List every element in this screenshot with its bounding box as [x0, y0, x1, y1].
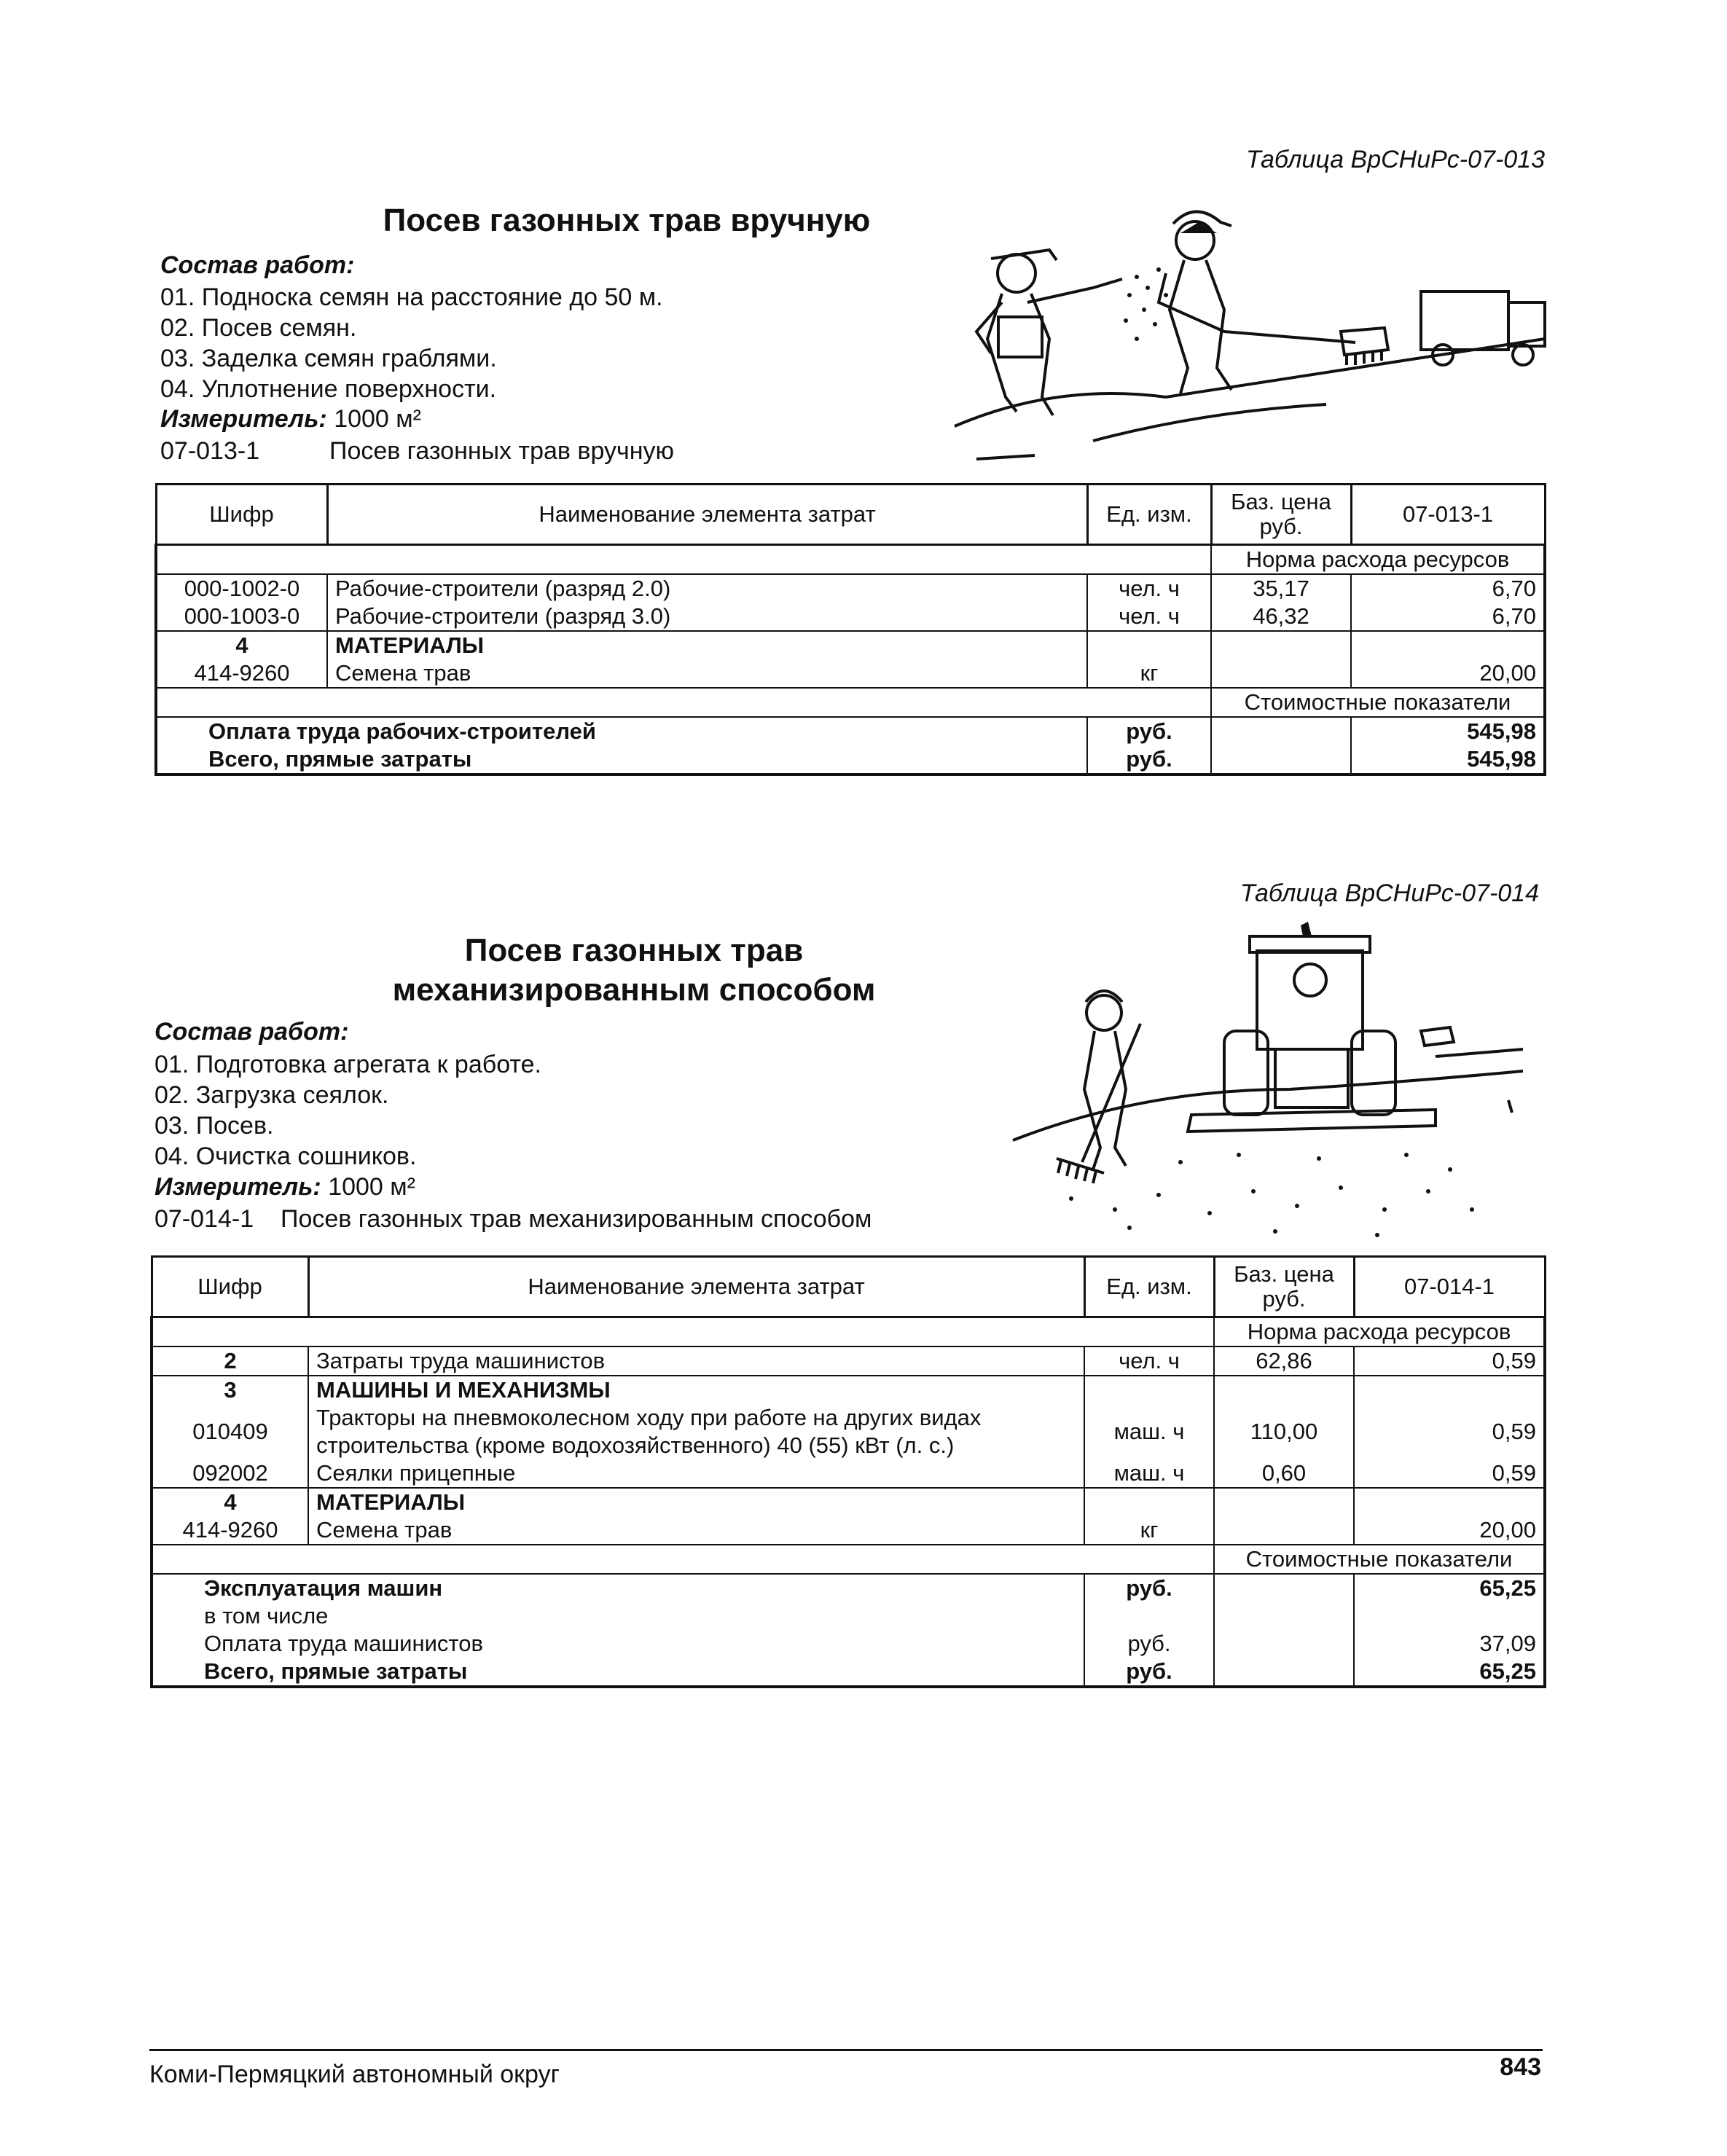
row-code: 010409 — [152, 1404, 308, 1459]
cost-label-row — [156, 688, 1545, 717]
composition-item: 04. Уплотнение поверхности. — [160, 375, 497, 403]
row-unit: чел. ч — [1084, 1346, 1214, 1376]
cost-unit: руб. — [1087, 745, 1211, 775]
table-row — [152, 1376, 1545, 1404]
code-line-text: Посев газонных трав механизированным способом — [281, 1205, 872, 1233]
row-code: 4 — [156, 631, 327, 659]
composition-item: 03. Заделка семян граблями. — [160, 345, 497, 372]
cost-name: Всего, прямые затраты — [156, 745, 1087, 775]
col-header-code: Шифр — [156, 485, 327, 545]
cost-value: 37,09 — [1354, 1630, 1545, 1658]
measure-line — [154, 1173, 415, 1202]
row-value: 0,59 — [1354, 1346, 1545, 1376]
col-header-price: Баз. цена руб. — [1211, 485, 1351, 545]
table-row — [156, 659, 1545, 688]
row-code: 000-1003-0 — [156, 603, 327, 631]
cost-row — [152, 1658, 1545, 1687]
composition-list — [160, 282, 663, 404]
composition-heading: Состав работ: — [160, 251, 355, 279]
row-code: 4 — [152, 1488, 308, 1516]
composition-item: 02. Посев семян. — [160, 314, 357, 342]
norm-label-row — [152, 1317, 1545, 1347]
cost-name: Эксплуатация машин — [152, 1574, 1084, 1602]
cost-name: Оплата труда рабочих-строителей — [156, 717, 1087, 745]
row-unit: кг — [1087, 659, 1211, 688]
norm-label: Норма расхода ресурсов — [1214, 1317, 1545, 1347]
row-code: 3 — [152, 1376, 308, 1404]
cost-row — [152, 1602, 1545, 1630]
composition-item: 01. Подготовка агрегата к работе. — [154, 1051, 541, 1078]
cost-table-07-013 — [154, 483, 1546, 776]
cost-value: 65,25 — [1354, 1574, 1545, 1602]
row-price: 46,32 — [1211, 603, 1351, 631]
row-value: 6,70 — [1351, 603, 1545, 631]
cost-value: 545,98 — [1351, 717, 1545, 745]
measure-value: 1000 м² — [334, 405, 421, 433]
col-header-code: Шифр — [152, 1257, 308, 1317]
table-row — [152, 1488, 1545, 1516]
norm-label-row — [156, 545, 1545, 575]
section-title-manual: Посев газонных трав вручную — [383, 203, 871, 238]
cost-unit: руб. — [1084, 1658, 1214, 1687]
row-name: Сеялки прицепные — [308, 1459, 1084, 1488]
table-label-07-014: Таблица ВрСНиРс-07-014 — [1240, 879, 1539, 907]
table-row — [156, 603, 1545, 631]
row-name: МАТЕРИАЛЫ — [308, 1488, 1084, 1516]
cost-value: 545,98 — [1351, 745, 1545, 775]
row-value: 0,59 — [1354, 1404, 1545, 1459]
footer-divider — [149, 2049, 1543, 2051]
cost-label: Стоимостные показатели — [1214, 1545, 1545, 1574]
table-row — [152, 1459, 1545, 1488]
composition-item: 01. Подноска семян на расстояние до 50 м. — [160, 283, 663, 311]
col-header-name: Наименование элемента затрат — [308, 1257, 1084, 1317]
row-name: МАШИНЫ И МЕХАНИЗМЫ — [308, 1376, 1084, 1404]
row-unit: чел. ч — [1087, 574, 1211, 603]
measure-line — [160, 405, 421, 434]
row-code: 2 — [152, 1346, 308, 1376]
cost-name: Всего, прямые затраты — [152, 1658, 1084, 1687]
code-line-code: 07-014-1 — [154, 1205, 254, 1233]
table-row — [152, 1404, 1545, 1459]
composition-heading: Состав работ: — [154, 1018, 349, 1046]
composition-item: 04. Очистка сошников. — [154, 1142, 417, 1170]
row-name: Семена трав — [327, 659, 1087, 688]
measure-label: Измеритель: — [160, 405, 327, 433]
row-value: 20,00 — [1354, 1516, 1545, 1545]
col-header-unit: Ед. изм. — [1084, 1257, 1214, 1317]
row-name: Затраты труда машинистов — [308, 1346, 1084, 1376]
row-price — [1211, 631, 1351, 659]
table-label-07-013: Таблица ВрСНиРс-07-013 — [1245, 146, 1545, 173]
cost-row — [152, 1630, 1545, 1658]
row-price: 110,00 — [1214, 1404, 1354, 1459]
page-number: 843 — [1500, 2053, 1541, 2081]
row-code: 414-9260 — [156, 659, 327, 688]
cost-label: Стоимостные показатели — [1211, 688, 1545, 717]
row-name: Рабочие-строители (разряд 3.0) — [327, 603, 1087, 631]
cost-row — [156, 745, 1545, 775]
row-name: МАТЕРИАЛЫ — [327, 631, 1087, 659]
cost-value — [1354, 1602, 1545, 1630]
cost-label-row — [152, 1545, 1545, 1574]
section-title-mechanized-line2: механизированным способом — [392, 972, 876, 1008]
row-price — [1211, 659, 1351, 688]
col-header-norm-code: 07-014-1 — [1354, 1257, 1545, 1317]
row-price — [1214, 1376, 1354, 1404]
row-value: 6,70 — [1351, 574, 1545, 603]
table-row — [152, 1516, 1545, 1545]
row-code: 414-9260 — [152, 1516, 308, 1545]
row-code: 000-1002-0 — [156, 574, 327, 603]
cost-unit: руб. — [1084, 1630, 1214, 1658]
col-header-price: Баз. цена руб. — [1214, 1257, 1354, 1317]
row-price — [1214, 1516, 1354, 1545]
row-price — [1214, 1488, 1354, 1516]
illustration-manual-sowing — [947, 193, 1559, 470]
composition-item: 03. Посев. — [154, 1112, 274, 1140]
row-unit: кг — [1084, 1516, 1214, 1545]
row-price: 62,86 — [1214, 1346, 1354, 1376]
footer-region: Коми-Пермяцкий автономный округ — [149, 2061, 560, 2088]
table-row — [156, 574, 1545, 603]
row-unit — [1087, 631, 1211, 659]
cost-table-07-014 — [150, 1255, 1546, 1688]
row-unit: маш. ч — [1084, 1404, 1214, 1459]
table-header-row — [156, 485, 1545, 545]
row-value — [1354, 1376, 1545, 1404]
cost-name: Оплата труда машинистов — [152, 1630, 1084, 1658]
table-header-row — [152, 1257, 1545, 1317]
row-code: 092002 — [152, 1459, 308, 1488]
composition-item: 02. Загрузка сеялок. — [154, 1081, 389, 1109]
cost-row — [156, 717, 1545, 745]
row-value: 0,59 — [1354, 1459, 1545, 1488]
col-header-unit: Ед. изм. — [1087, 485, 1211, 545]
row-unit — [1084, 1488, 1214, 1516]
norm-label: Норма расхода ресурсов — [1211, 545, 1545, 575]
row-price: 0,60 — [1214, 1459, 1354, 1488]
row-unit — [1084, 1376, 1214, 1404]
illustration-mechanized-sowing — [998, 922, 1545, 1242]
row-price: 35,17 — [1211, 574, 1351, 603]
measure-label: Измеритель: — [154, 1173, 321, 1201]
cost-row — [152, 1574, 1545, 1602]
table-row — [152, 1346, 1545, 1376]
measure-value: 1000 м² — [328, 1173, 415, 1201]
col-header-norm-code: 07-013-1 — [1351, 485, 1545, 545]
table-row — [156, 631, 1545, 659]
cost-unit: руб. — [1087, 717, 1211, 745]
row-name: Рабочие-строители (разряд 2.0) — [327, 574, 1087, 603]
row-unit: чел. ч — [1087, 603, 1211, 631]
col-header-name: Наименование элемента затрат — [327, 485, 1087, 545]
code-line-code: 07-013-1 — [160, 437, 260, 465]
row-value: 20,00 — [1351, 659, 1545, 688]
composition-list — [154, 1049, 541, 1172]
code-line-text: Посев газонных трав вручную — [329, 437, 674, 465]
cost-value: 65,25 — [1354, 1658, 1545, 1687]
cost-unit: руб. — [1084, 1574, 1214, 1602]
section-title-mechanized-line1: Посев газонных трав — [464, 933, 804, 968]
row-name: Тракторы на пневмоколесном ходу при работе на других видах строительства (кроме водохозяйственного) 40 (55) кВт (л. с.) — [308, 1404, 1084, 1459]
row-unit: маш. ч — [1084, 1459, 1214, 1488]
cost-name: в том числе — [152, 1602, 1084, 1630]
row-value — [1351, 631, 1545, 659]
cost-unit — [1084, 1602, 1214, 1630]
row-value — [1354, 1488, 1545, 1516]
row-name: Семена трав — [308, 1516, 1084, 1545]
